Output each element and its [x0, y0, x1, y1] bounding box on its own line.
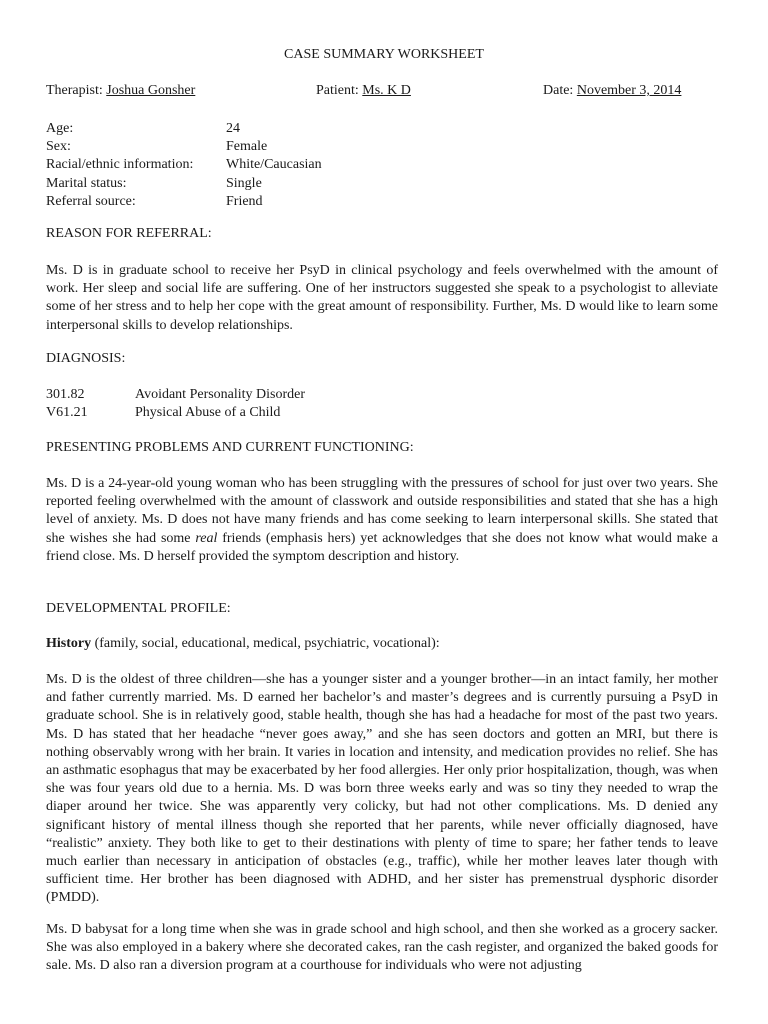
history-subheading [46, 636, 440, 652]
history-categories: (family, social, educational, medical, psychiatric, vocational): [91, 636, 440, 651]
diagnosis-label: Physical Abuse of a Child [135, 405, 281, 421]
demographic-label: Referral source: [46, 193, 136, 209]
history-label: History [46, 636, 92, 651]
presenting-heading: PRESENTING PROBLEMS AND CURRENT FUNCTIONING: [46, 440, 414, 455]
developmental-heading: DEVELOPMENTAL PROFILE: [46, 601, 231, 616]
diagnosis-list [46, 386, 305, 422]
diagnosis-code: V61.21 [46, 405, 88, 421]
referral-heading: REASON FOR REFERRAL: [46, 226, 212, 241]
patient-field [316, 83, 411, 99]
demographic-row [46, 175, 322, 193]
therapist-name: Joshua Gonsher [106, 83, 196, 98]
document-title: CASE SUMMARY WORKSHEET [284, 47, 484, 62]
demographic-value: Single [226, 175, 262, 191]
diagnosis-code: 301.82 [46, 387, 85, 402]
date-field [543, 83, 681, 99]
patient-label: Patient: [316, 83, 359, 98]
demographic-label: Age: [46, 121, 74, 136]
demographic-value: White/Caucasian [226, 157, 322, 173]
demographic-label: Racial/ethnic information: [46, 157, 194, 173]
demographic-label: Sex: [46, 139, 71, 155]
date-label: Date: [543, 83, 574, 98]
therapist-field [46, 83, 195, 99]
demographic-value: 24 [226, 121, 240, 136]
demographic-value: Female [226, 139, 268, 155]
demographic-row [46, 156, 322, 174]
presenting-text-2: friends (emphasis hers) yet acknowledges that she does not know what would make a friend close. Ms. D herself provided the symptom description and history. [46, 530, 718, 564]
therapist-label: Therapist: [46, 83, 103, 98]
diagnosis-label: Avoidant Personality Disorder [135, 387, 306, 402]
patient-name: Ms. K D [362, 83, 411, 98]
history-paragraph-2: Ms. D babysat for a long time when she was in grade school and high school, and then she worked as a grocery sacker. She was also employed in a bakery where she decorated cakes, ran the cash register, and organized the baked goods for sale. Ms. D also ran a diversion program at a courthouse for individuals who were not adjusting [46, 922, 718, 974]
demographic-label: Marital status: [46, 175, 127, 191]
presenting-paragraph [46, 475, 718, 566]
history-paragraph-1: Ms. D is the oldest of three children—she has a younger sister and a younger brother—in an intact family, her mother and father currently married. Ms. D earned her bachelor’s and master’s degrees and is currently pursuing a PsyD in graduate school. She is in relatively good, stable health, though she has had a headache for most of the past two years. Ms. D has stated that her headache “never goes away,” and she has seen doctors and gotten an MRI, but there is nothing observably wrong with her brain. It varies in location and intensity, and medication provides no relief. She has an asthmatic esophagus that may be exacerbated by her food allergies. Her only prior hospitalization, though, was when she was four years old due to a hernia. Ms. D was born three weeks early and was so tiny they needed to wrap the diaper around her twice. She was apparently very colicky, but had not other complications. Ms. D denied any significant history of mental illness though she reported that her parents, while never officially diagnosed, have “realistic” anxiety. They both like to get to their destinations with plenty of time to spare; her father tends to leave much earlier than necessary in anticipation of obstacles (e.g., traffic), while her mother leaves later though with sufficient time. Her brother has been diagnosed with ADHD, and her sister has premenstrual dysphoric disorder (PMDD). [46, 672, 718, 906]
demographic-row [46, 120, 322, 138]
emphasis-word: real [195, 530, 218, 546]
date-value: November 3, 2014 [576, 83, 682, 98]
demographic-row [46, 138, 322, 156]
demographics-list [46, 120, 322, 211]
diagnosis-heading: DIAGNOSIS: [46, 351, 126, 366]
demographic-row [46, 193, 322, 211]
referral-paragraph: Ms. D is in graduate school to receive her PsyD in clinical psychology and feels overwhelmed with the amount of work. Her sleep and social life are suffering. One of her instructors suggested she speak to a psychologist to alleviate some of her stress and to help her cope with the great amount of responsibility. Further, Ms. D would like to learn some interpersonal skills to develop relationships. [46, 263, 718, 333]
diagnosis-row [46, 404, 305, 422]
presenting-text-1: Ms. D is a 24-year-old young woman who has been struggling with the pressures of school for just over two years. She reported feeling overwhelmed with the amount of classwork and outside responsibilities and stated that she has a high level of anxiety. Ms. D does not have many friends and has come seeking to learn interpersonal skills. She stated that she wishes she had some [46, 476, 718, 546]
demographic-value: Friend [226, 193, 263, 209]
diagnosis-row [46, 386, 305, 404]
